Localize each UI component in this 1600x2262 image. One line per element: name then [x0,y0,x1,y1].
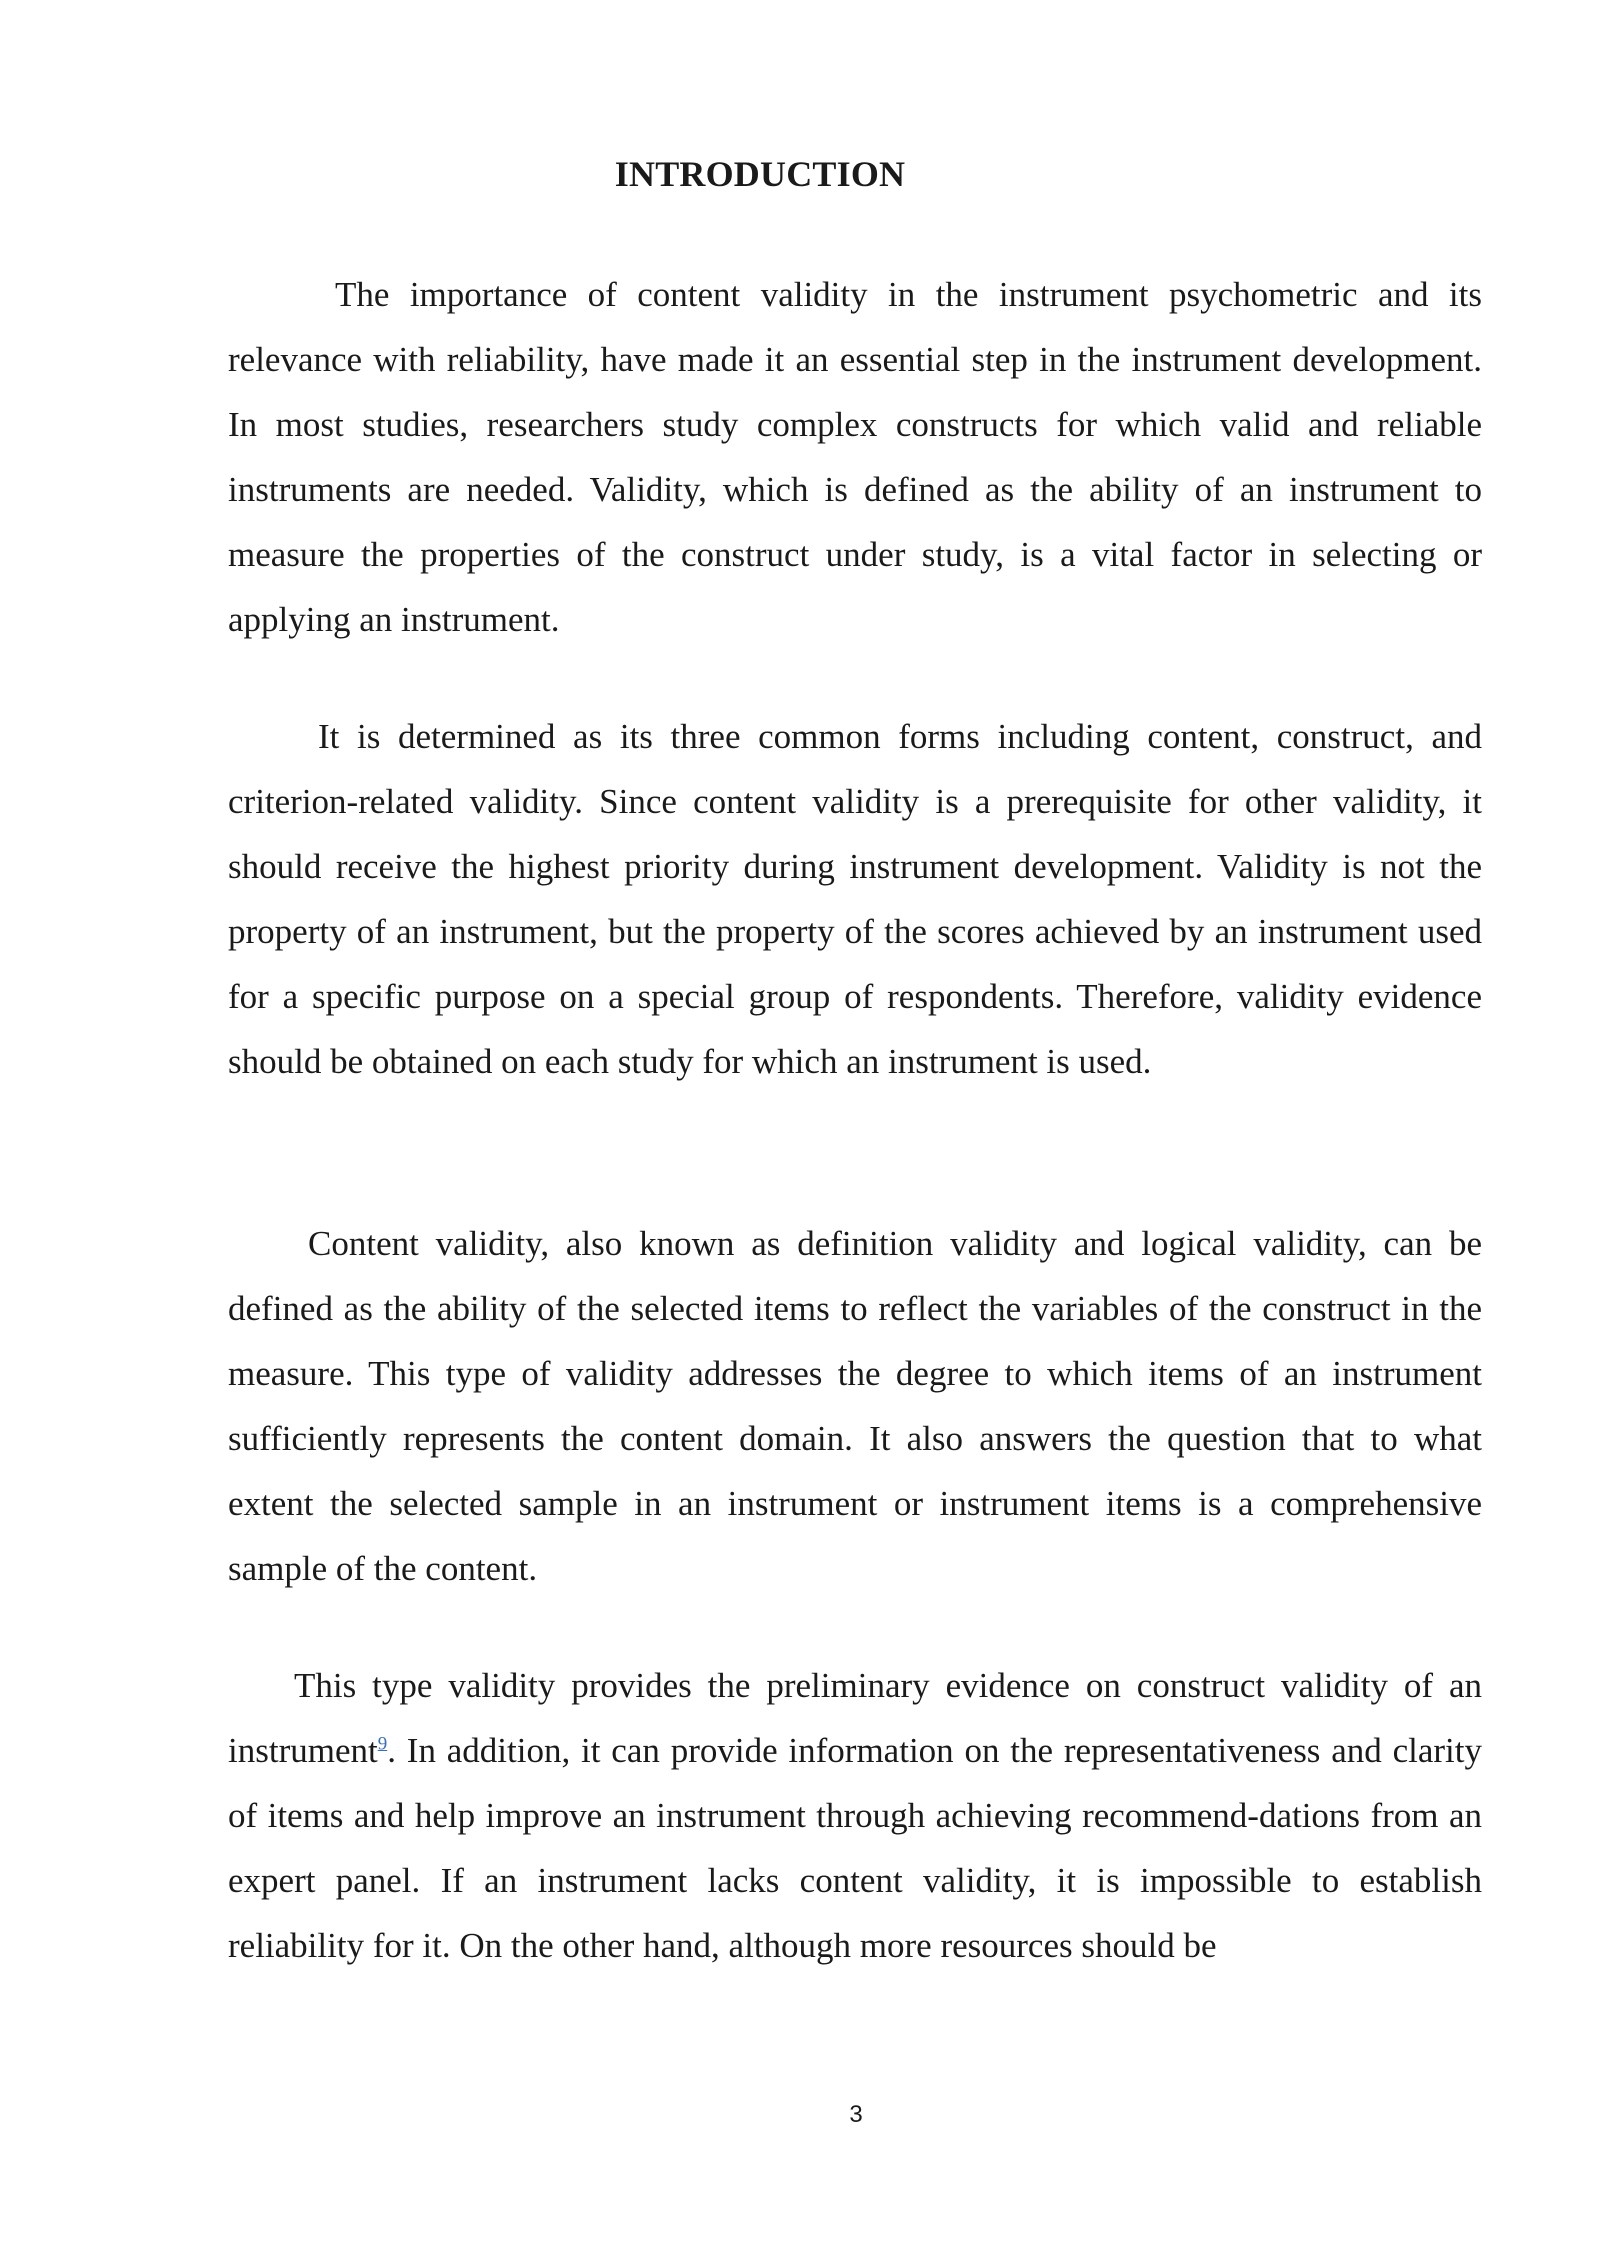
section-heading: INTRODUCTION [614,154,906,194]
citation-link[interactable]: 9 [377,1733,388,1755]
paragraph-1: The importance of content validity in the instrument psychometric and its relevance with reliability, have made it an essential step in the instrument development. In most studies, researchers study complex constructs for which valid and reliable instruments are needed. Validity, which is defined as the ability of an instrument to measure the properties of the construct under study, is a vital factor in selecting or applying an instrument. [228,275,1482,639]
paragraph-4 [228,1653,1482,1978]
paragraph-2: It is determined as its three common forms including content, construct, and criterion-related validity. Since content validity is a prerequisite for other validity, it should receive the highest priority during instrument development. Validity is not the property of an instrument, but the property of the scores achieved by an instrument used for a specific purpose on a special group of respondents. Therefore, validity evidence should be obtained on each study for which an instrument is used. [228,717,1482,1081]
paragraph-4-text-after-citation: . In addition, it can provide information on the representativeness and clarity of items and help improve an instrument through achieving recommend-dations from an expert panel. If an instrument lacks content validity, it is impossible to establish reliability for it. On the other hand, although more resources should be [228,1731,1482,1965]
paragraph-4-text-before-citation: This type validity provides the preliminary evidence on construct validity of an instrument [228,1666,1482,1770]
paragraph-3: Content validity, also known as definition validity and logical validity, can be defined as the ability of the selected items to reflect the variables of the construct in the measure. This type of validity addresses the degree to which items of an instrument sufficiently represents the content domain. It also answers the question that to what extent the selected sample in an instrument or instrument items is a comprehensive sample of the content. [228,1224,1482,1588]
page-number: 3 [849,2101,863,2128]
